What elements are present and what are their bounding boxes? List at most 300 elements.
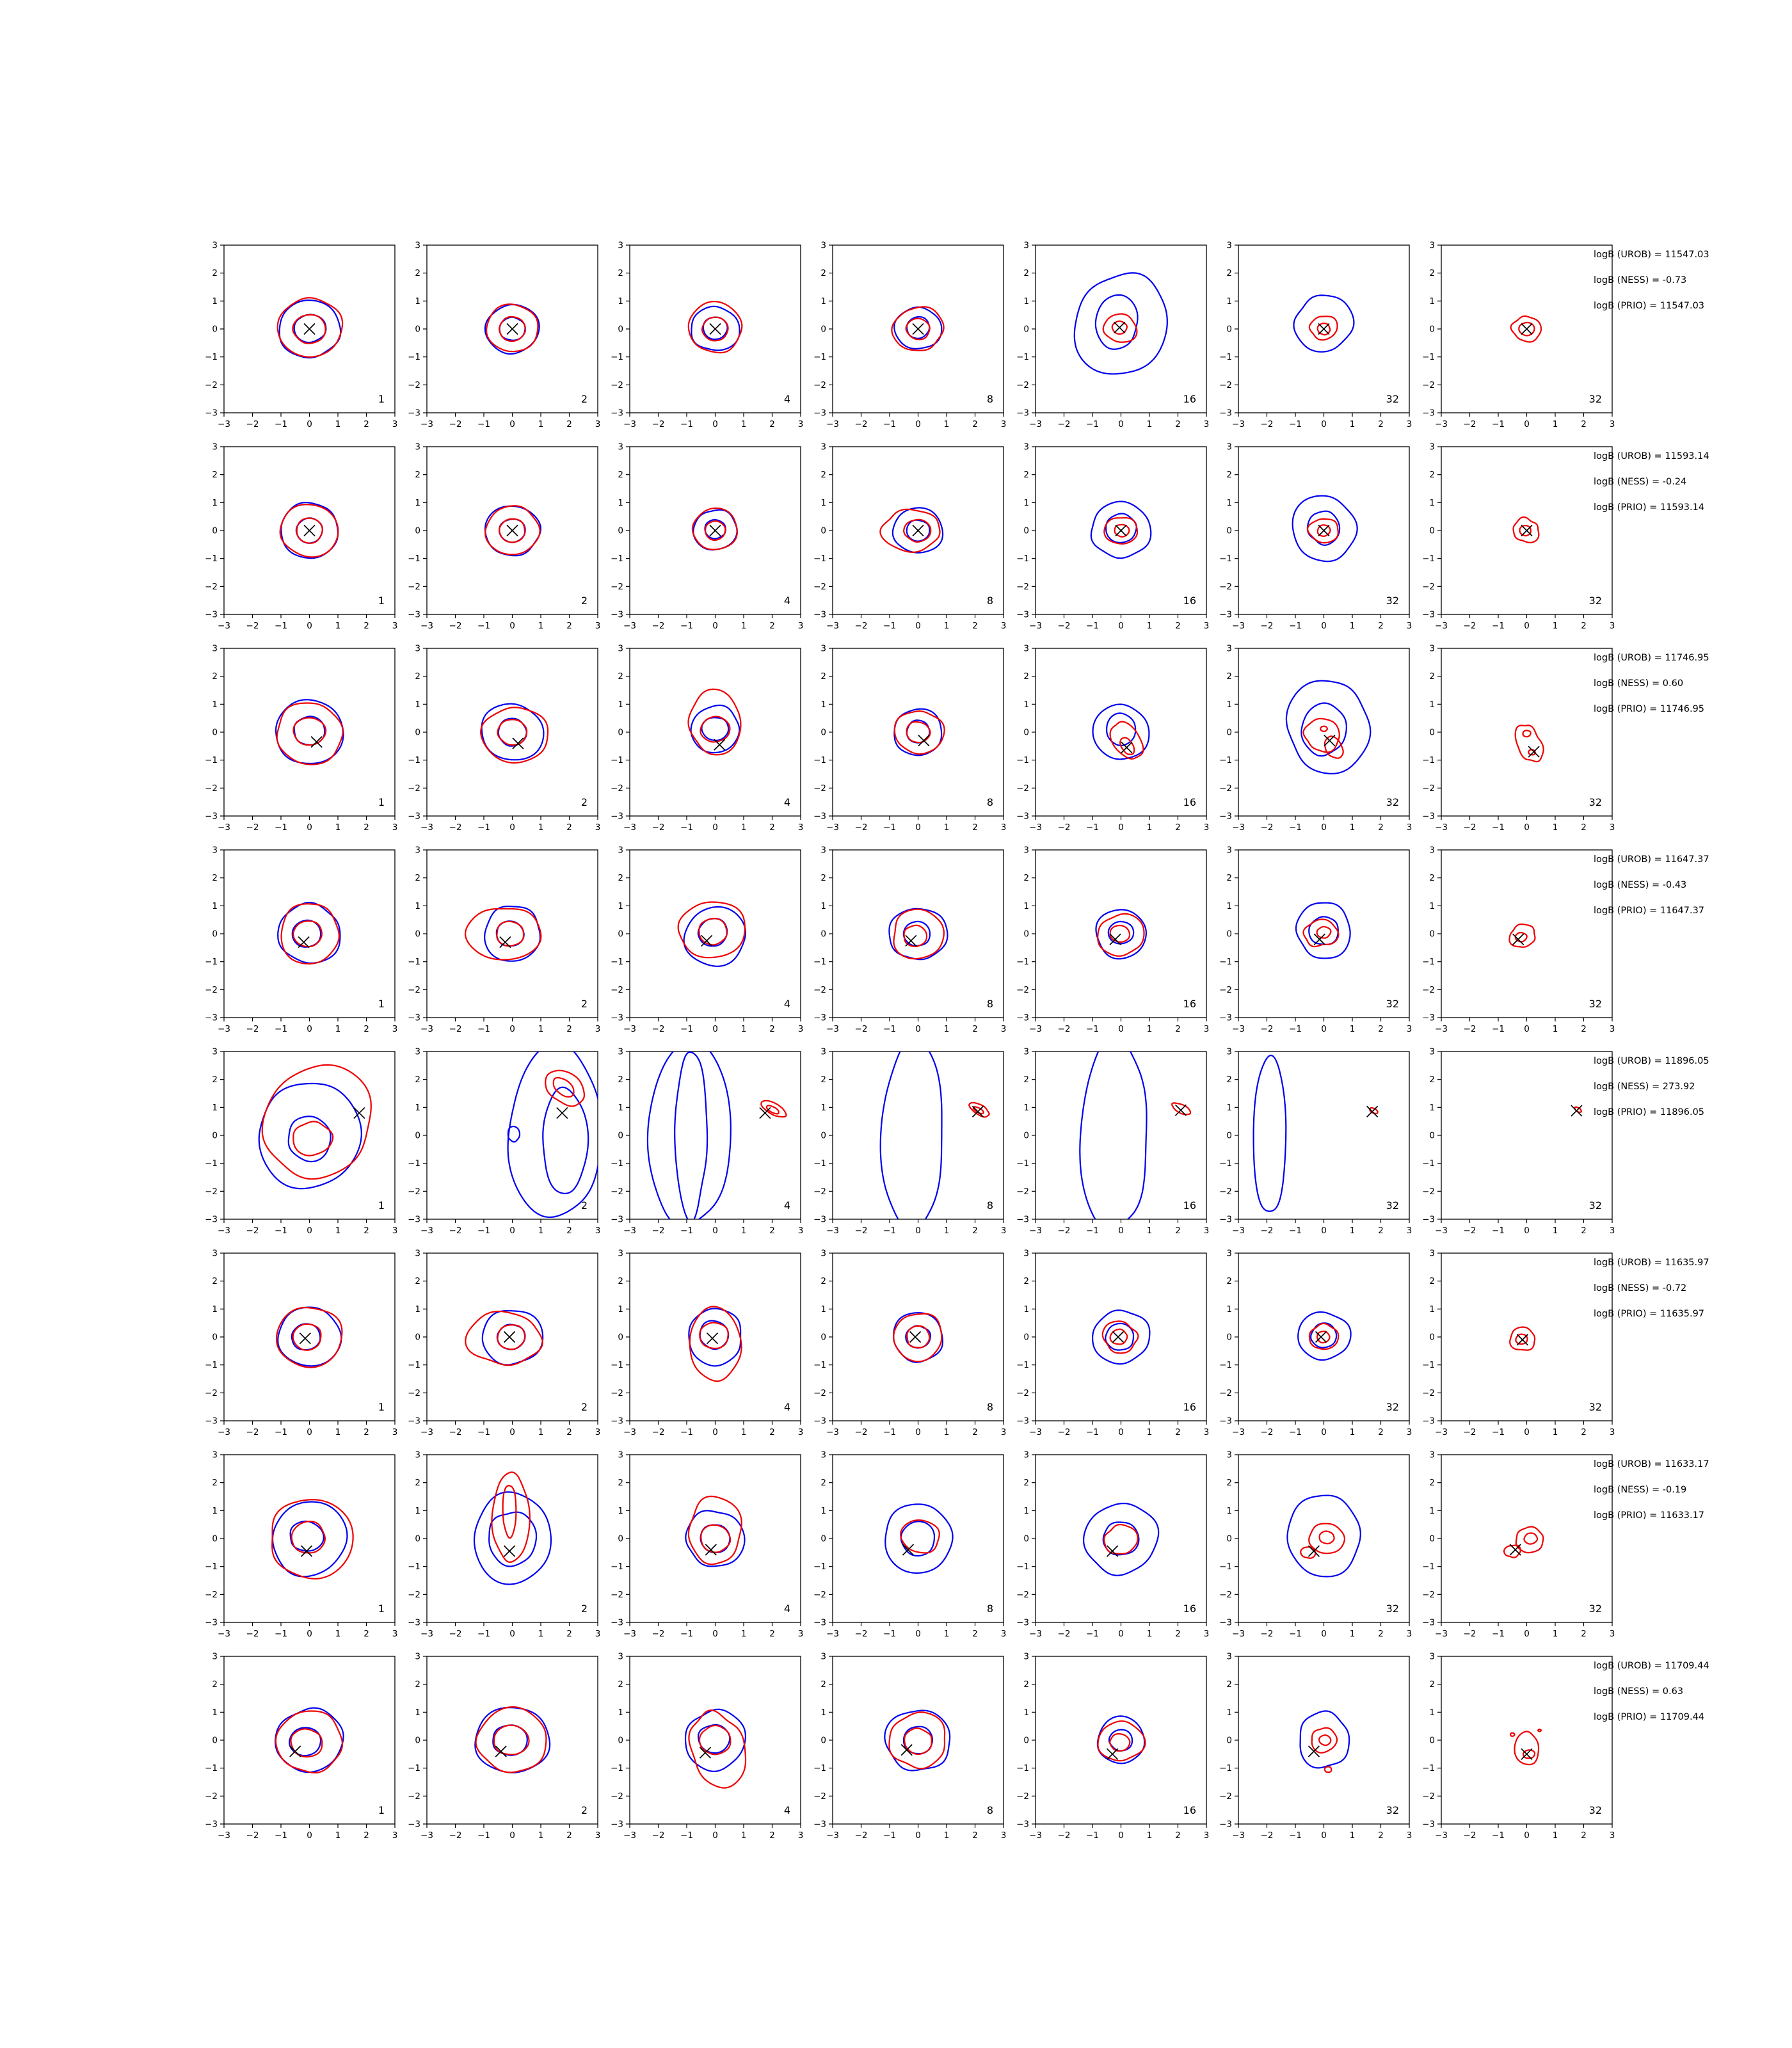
x-tick-label: −1 [275,1629,287,1639]
y-tick-label: 2 [1226,1679,1232,1690]
y-tick-label: −1 [205,957,218,968]
y-tick-label: −1 [1016,1158,1029,1169]
y-tick-label: −1 [1016,1562,1029,1572]
subplot-canvas [1004,1651,1215,1846]
y-tick-label: −3 [1422,811,1435,822]
sample-count-label: 4 [783,1804,790,1816]
x-tick-label: 0 [307,1427,312,1437]
y-tick-label: 3 [1429,643,1435,654]
contour-blue [901,1521,934,1556]
y-tick-label: −3 [611,609,623,620]
x-tick-label: −1 [1289,621,1302,631]
subplot-r3-c2 [395,643,606,838]
axes-frame [1036,850,1206,1018]
sample-count-label: 8 [986,1199,993,1212]
x-tick-label: 3 [392,822,398,833]
y-tick-label: 1 [1429,497,1435,508]
y-tick-label: −3 [813,811,826,822]
contour-red [278,298,342,357]
x-tick-label: 1 [943,1024,950,1034]
x-tick-label: 0 [1524,1427,1530,1437]
x-tick-label: 0 [1118,1427,1124,1437]
x-tick-label: 0 [1321,822,1327,833]
axes-frame [1238,1052,1409,1219]
subplot-r1-c7 [1406,240,1620,435]
subplot-canvas [395,1651,606,1846]
x-tick-label: 0 [509,822,515,833]
x-tick-label: 0 [712,822,718,833]
x-tick-label: 3 [392,1226,398,1236]
x-tick-label: 3 [1203,1427,1210,1437]
y-tick-label: 0 [415,1130,420,1141]
y-tick-label: −2 [813,984,826,995]
x-tick-label: 3 [1000,1427,1007,1437]
sample-count-label: 1 [378,1199,385,1212]
y-tick-label: −2 [813,1388,826,1398]
sample-count-label: 16 [1183,1401,1196,1413]
contour-layer [893,1313,943,1362]
x-tick-label: 2 [769,822,775,833]
y-tick-label: −2 [1016,1589,1029,1600]
subplot-r1-c6 [1203,240,1418,435]
x-tick-label: 2 [1581,419,1587,429]
x-tick-label: 0 [1524,822,1530,833]
x-tick-label: 3 [1203,419,1210,429]
true-value-marker [1116,525,1126,536]
logb-urob-value: logB (UROB) = 11635.97 [1594,1258,1709,1268]
contour-layer [508,1046,602,1217]
x-tick-label: −2 [1260,1629,1274,1639]
contour-layer [1510,1327,1535,1350]
y-tick-label: −3 [1016,609,1029,620]
x-tick-label: 1 [335,1024,341,1034]
x-tick-label: 3 [595,822,601,833]
x-tick-label: 3 [595,1427,601,1437]
contour-blue [1092,1310,1149,1364]
contour-blue [1096,909,1146,959]
contour-layer [481,704,548,763]
subplot-canvas [1004,1450,1215,1645]
x-tick-label: −1 [477,1024,490,1034]
y-tick-label: 2 [415,671,420,682]
x-tick-label: 0 [509,621,515,631]
x-tick-label: 0 [1321,621,1327,631]
x-tick-label: −1 [1492,1629,1505,1639]
subplot-r4-c2 [395,845,606,1040]
y-tick-label: 3 [1023,1450,1029,1460]
y-tick-label: −2 [813,581,826,592]
x-tick-label: −3 [1232,1226,1245,1236]
x-tick-label: −1 [1086,1024,1099,1034]
y-tick-label: 3 [415,1046,420,1057]
y-tick-label: 1 [1023,296,1029,307]
sample-count-label: 4 [783,796,790,808]
subplot-r7-c6 [1203,1450,1418,1645]
y-tick-label: 2 [1023,1478,1029,1489]
y-tick-label: −3 [1422,609,1435,620]
subplot-canvas [192,1046,403,1242]
y-tick-label: −3 [205,1416,218,1427]
y-tick-label: 3 [618,1651,623,1662]
row-metrics-5 [1594,1055,1786,1132]
subplot-canvas [598,1046,809,1242]
subplot-r5-c7 [1406,1046,1620,1242]
y-tick-label: 2 [1023,470,1029,481]
contour-red [689,301,742,353]
logb-ness-value: logB (NESS) = -0.19 [1594,1485,1687,1495]
y-tick-label: −1 [205,1158,218,1169]
x-tick-label: 3 [1609,419,1615,429]
axes-frame [427,1253,598,1421]
x-tick-label: 0 [915,1024,921,1034]
x-tick-label: −1 [680,1024,693,1034]
x-tick-label: −3 [1435,1629,1448,1639]
subplot-canvas [395,1450,606,1645]
y-tick-label: 2 [415,268,420,279]
y-tick-label: −2 [1422,380,1435,390]
x-tick-label: −3 [420,1427,433,1437]
y-tick-label: −1 [1016,352,1029,363]
x-tick-label: −1 [1289,1226,1302,1236]
logb-urob-value: logB (UROB) = 11547.03 [1594,250,1709,260]
contour-red [1110,925,1130,942]
y-tick-label: −2 [205,1589,218,1600]
sample-count-label: 32 [1588,393,1602,405]
contour-blue [675,1052,707,1222]
y-tick-label: −3 [1016,1617,1029,1628]
x-tick-label: 1 [335,1427,341,1437]
y-tick-label: 0 [1226,727,1232,738]
row-metrics-3 [1594,652,1786,729]
x-tick-label: −2 [652,822,665,833]
y-tick-label: −2 [1016,1186,1029,1197]
x-tick-label: 2 [566,1427,572,1437]
contour-layer [1093,705,1149,760]
subplot-canvas [1004,845,1215,1040]
subplot-canvas [1004,1046,1215,1242]
contour-blue [1093,705,1149,760]
y-tick-label: 3 [1023,1046,1029,1057]
x-tick-label: 1 [538,1427,544,1437]
x-tick-label: −1 [1492,822,1505,833]
logb-ness-value: logB (NESS) = -0.43 [1594,880,1687,890]
y-tick-label: 1 [1429,1505,1435,1516]
y-tick-label: 0 [1429,929,1435,940]
x-tick-label: −2 [652,1629,665,1639]
y-tick-label: 1 [1226,1505,1232,1516]
sample-count-label: 8 [986,595,993,607]
subplot-canvas [395,240,606,435]
x-tick-label: 0 [307,1629,312,1639]
subplot-canvas [395,845,606,1040]
y-tick-label: −1 [611,755,623,766]
sample-count-label: 32 [1588,998,1602,1010]
y-tick-label: −3 [1016,1012,1029,1023]
y-tick-label: −2 [205,1791,218,1802]
x-tick-label: 3 [595,621,601,631]
y-tick-label: −2 [1422,1186,1435,1197]
logb-urob-value: logB (UROB) = 11593.14 [1594,451,1709,461]
y-tick-label: 0 [1023,525,1029,536]
y-tick-label: 2 [618,873,623,884]
y-tick-label: 3 [618,1450,623,1460]
contour-layer [1080,1046,1190,1231]
x-tick-label: 3 [1000,822,1007,833]
contour-red [895,711,945,754]
x-tick-label: 1 [538,822,544,833]
x-tick-label: −1 [1086,1226,1099,1236]
sample-count-label: 1 [378,595,385,607]
x-tick-label: −1 [275,822,287,833]
x-tick-label: −2 [1463,1226,1476,1236]
contour-red [889,1712,945,1768]
x-tick-label: 0 [1118,1024,1124,1034]
x-tick-label: 0 [1321,1629,1327,1639]
y-tick-label: −1 [1422,1360,1435,1371]
y-tick-label: −3 [1422,1214,1435,1225]
sample-count-label: 16 [1183,796,1196,808]
y-tick-label: 3 [618,1046,623,1057]
y-tick-label: 0 [618,1533,623,1544]
x-tick-label: −2 [1463,1427,1476,1437]
axes-frame [1441,648,1612,816]
subplot-canvas [1406,845,1620,1040]
x-tick-label: 1 [740,1427,747,1437]
x-tick-label: −1 [883,1427,896,1437]
true-value-marker [290,1746,301,1757]
x-tick-label: 2 [1378,1830,1384,1841]
y-tick-label: 2 [212,1075,218,1085]
x-tick-label: 1 [335,1226,341,1236]
x-tick-label: 2 [1378,621,1384,631]
x-tick-label: 0 [1321,1427,1327,1437]
y-tick-label: −1 [205,1562,218,1572]
y-tick-label: 3 [415,240,420,251]
subplot-canvas [801,845,1012,1040]
subplot-r7-c2 [395,1450,606,1645]
y-tick-label: −3 [611,1214,623,1225]
x-tick-label: −2 [246,822,259,833]
subplot-r4-c3 [598,845,809,1040]
x-tick-label: 0 [1524,1024,1530,1034]
y-tick-label: 0 [415,525,420,536]
y-tick-label: −3 [1422,1012,1435,1023]
sample-count-label: 32 [1588,796,1602,808]
y-tick-label: −1 [1219,554,1232,564]
x-tick-label: −3 [218,621,230,631]
sample-count-label: 8 [986,393,993,405]
logb-prio-value: logB (PRIO) = 11709.44 [1594,1712,1705,1722]
contour-layer [648,1046,787,1227]
y-tick-label: 1 [618,296,623,307]
y-tick-label: −1 [205,755,218,766]
y-tick-label: −3 [1422,1617,1435,1628]
y-tick-label: −3 [408,811,420,822]
y-tick-label: −3 [611,1012,623,1023]
y-tick-label: 0 [1429,727,1435,738]
x-tick-label: −1 [1086,419,1099,429]
y-tick-label: 1 [415,1102,420,1113]
axes-frame [833,1253,1004,1421]
y-tick-label: −1 [813,1562,826,1572]
contour-red [498,1325,525,1349]
y-tick-label: 1 [820,900,826,911]
subplot-r6-c4 [801,1248,1012,1443]
subplot-canvas [192,845,403,1040]
x-tick-label: 0 [712,1629,718,1639]
y-tick-label: 3 [1226,1248,1232,1259]
contour-blue [1311,1323,1336,1347]
x-tick-label: −3 [420,1629,433,1639]
y-tick-label: 2 [1429,1276,1435,1287]
x-tick-label: −1 [1492,1226,1505,1236]
subplot-canvas [801,1248,1012,1443]
subplot-r2-c6 [1203,442,1418,637]
x-tick-label: 2 [1175,1024,1181,1034]
x-tick-label: −2 [1463,621,1476,631]
y-tick-label: 2 [212,268,218,279]
sample-count-label: 32 [1386,1199,1399,1212]
y-tick-label: 3 [618,1248,623,1259]
contour-red [678,902,745,958]
x-tick-label: 3 [1406,1629,1412,1639]
y-tick-label: 1 [820,497,826,508]
x-tick-label: −1 [680,822,693,833]
sample-count-label: 32 [1386,595,1399,607]
x-tick-label: 1 [943,621,950,631]
sample-count-label: 32 [1588,1603,1602,1615]
x-tick-label: 3 [1609,621,1615,631]
x-tick-label: −1 [680,1629,693,1639]
x-tick-label: 1 [1552,1830,1558,1841]
y-tick-label: 0 [618,1332,623,1343]
y-tick-label: −3 [205,609,218,620]
subplot-r1-c3 [598,240,809,435]
subplot-r7-c1 [192,1450,403,1645]
y-tick-label: −3 [1016,811,1029,822]
y-tick-label: −3 [408,1012,420,1023]
y-tick-label: 0 [1023,1130,1029,1141]
x-tick-label: −1 [275,419,287,429]
x-tick-label: −1 [1492,1024,1505,1034]
x-tick-label: 0 [915,1830,921,1841]
x-tick-label: 3 [1000,1830,1007,1841]
x-tick-label: −1 [1086,1830,1099,1841]
x-tick-label: 2 [972,1226,978,1236]
y-tick-label: 1 [618,497,623,508]
x-tick-label: −3 [826,621,839,631]
y-tick-label: −3 [813,609,826,620]
y-tick-label: 2 [1429,1478,1435,1489]
sample-count-label: 2 [580,1804,588,1816]
x-tick-label: 0 [1524,621,1530,631]
sample-count-label: 2 [580,796,588,808]
contour-red [1110,1734,1130,1751]
y-tick-label: 1 [820,1707,826,1718]
y-tick-label: −2 [1016,1791,1029,1802]
true-value-marker [1513,934,1524,945]
x-tick-label: −1 [680,1226,693,1236]
contour-red [700,1725,730,1754]
y-tick-label: 3 [1429,1046,1435,1057]
x-tick-label: 0 [1118,1629,1124,1639]
x-tick-label: 0 [307,419,312,429]
y-tick-label: 0 [212,324,218,335]
x-tick-label: 0 [509,1024,515,1034]
y-tick-label: 1 [415,900,420,911]
y-tick-label: −2 [205,380,218,390]
contour-layer [1298,1312,1350,1360]
y-tick-label: 3 [1429,1248,1435,1259]
x-tick-label: 1 [1349,1629,1356,1639]
x-tick-label: −1 [883,822,896,833]
y-tick-label: −2 [1219,1589,1232,1600]
y-tick-label: −3 [1219,1617,1232,1628]
y-tick-label: 3 [1226,1651,1232,1662]
subplot-canvas [1203,240,1418,435]
axes-frame [1238,1253,1409,1421]
contour-layer [272,1500,353,1579]
y-tick-label: 3 [415,845,420,856]
subplot-canvas [395,643,606,838]
y-tick-label: 1 [212,900,218,911]
y-tick-label: −3 [408,609,420,620]
contour-layer [689,689,741,755]
y-tick-label: 1 [618,1505,623,1516]
y-tick-label: 1 [1023,497,1029,508]
y-tick-label: −2 [205,1186,218,1197]
x-tick-label: 3 [1609,1427,1615,1437]
y-tick-label: 0 [1429,1332,1435,1343]
x-tick-label: −3 [826,822,839,833]
contour-layer [1294,295,1354,351]
x-tick-label: 2 [1175,1830,1181,1841]
true-value-marker [1521,324,1532,335]
x-tick-label: −1 [1492,419,1505,429]
logb-ness-value: logB (NESS) = -0.72 [1594,1283,1687,1293]
subplot-r2-c5 [1004,442,1215,637]
x-tick-label: −2 [1260,1427,1274,1437]
y-tick-label: −2 [408,1589,420,1600]
axes-frame [1036,1253,1206,1421]
y-tick-label: −1 [1016,755,1029,766]
x-tick-label: −2 [449,1024,462,1034]
y-tick-label: 1 [820,699,826,710]
sample-count-label: 2 [580,1199,588,1212]
x-tick-label: −3 [826,1226,839,1236]
contour-blue [689,1309,740,1366]
subplot-r1-c4 [801,240,1012,435]
x-tick-label: −2 [854,1629,868,1639]
y-tick-label: 1 [1023,1707,1029,1718]
logb-urob-value: logB (UROB) = 11709.44 [1594,1661,1709,1671]
x-tick-label: 3 [797,1830,804,1841]
x-tick-label: 2 [972,1629,978,1639]
y-tick-label: −3 [611,1617,623,1628]
true-value-marker [513,738,524,749]
subplot-r3-c5 [1004,643,1215,838]
y-tick-label: 1 [212,296,218,307]
y-tick-label: −3 [1422,1416,1435,1427]
contour-layer [1300,1711,1350,1773]
y-tick-label: 0 [618,525,623,536]
y-tick-label: 0 [1429,1130,1435,1141]
x-tick-label: 2 [1378,1024,1384,1034]
x-tick-label: −1 [477,1629,490,1639]
y-tick-label: 3 [212,845,218,856]
subplot-r8-c3 [598,1651,809,1846]
x-tick-label: 0 [509,1830,515,1841]
